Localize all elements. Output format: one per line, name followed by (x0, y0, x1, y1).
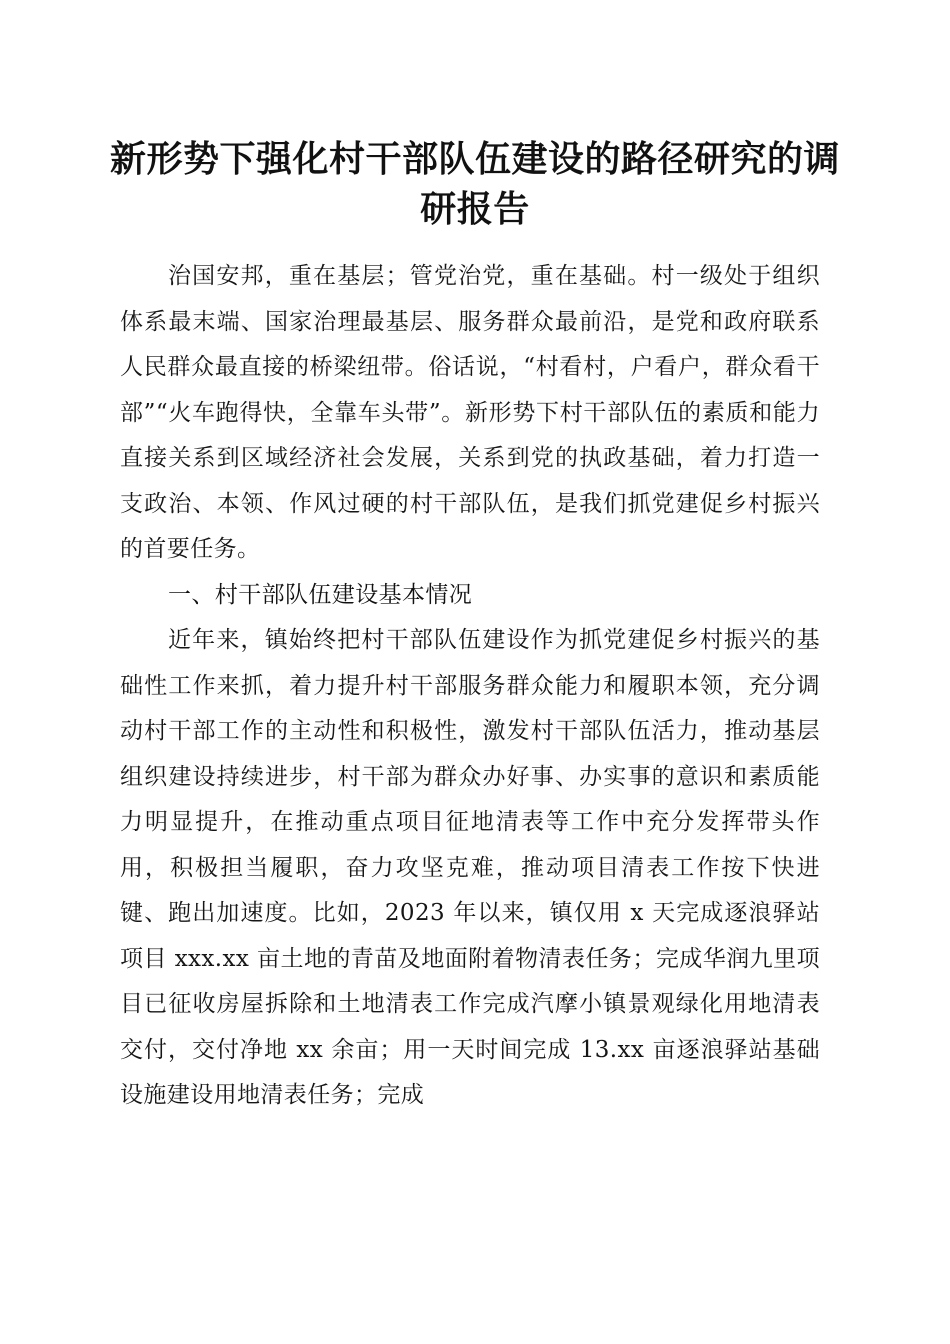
document-title: 新形势下强化村干部队伍建设的路径研究的调研报告 (109, 138, 840, 230)
section-paragraph: 近年来，镇始终把村干部队伍建设作为抓党建促乡村振兴的基础性工作来抓，着力提升村干部服务群众能力和履职本领，充分调动村干部工作的主动性和积极性，激发村干部队伍活力，推动基层组织建设持续进步，村干部为群众办好事、办实事的意识和素质能力明显提升，在推动重点项目征地清表等工作中充分发挥带头作用，积极担当履职，奋力攻坚克难，推动项目清表工作按下快进键、跑出加速度。比如，2023 年以来，镇仅用 x 天完成逐浪驿站项目 xxx.xx 亩土地的青苗及地面附着物清表任务；完成华润九里项目已征收房屋拆除和土地清表工作完成汽摩小镇景观绿化用地清表交付，交付净地 xx 余亩；用一天时间完成 13.xx 亩逐浪驿站基础设施建设用地清表任务；完成 (120, 627, 820, 1108)
intro-paragraph: 治国安邦，重在基层；管党治党，重在基础。村一级处于组织体系最末端、国家治理最基层、服务群众最前沿，是党和政府联系人民群众最直接的桥梁纽带。俗话说，“村看村，户看户，群众看干部”“火车跑得快，全靠车头带”。新形势下村干部队伍的素质和能力直接关系到区域经济社会发展，关系到党的执政基础，着力打造一支政治、本领、作风过硬的村干部队伍，是我们抓党建促乡村振兴的首要任务。 (120, 263, 820, 562)
document-body (120, 254, 820, 1119)
section-heading: 一、村干部队伍建设基本情况 (168, 581, 473, 608)
